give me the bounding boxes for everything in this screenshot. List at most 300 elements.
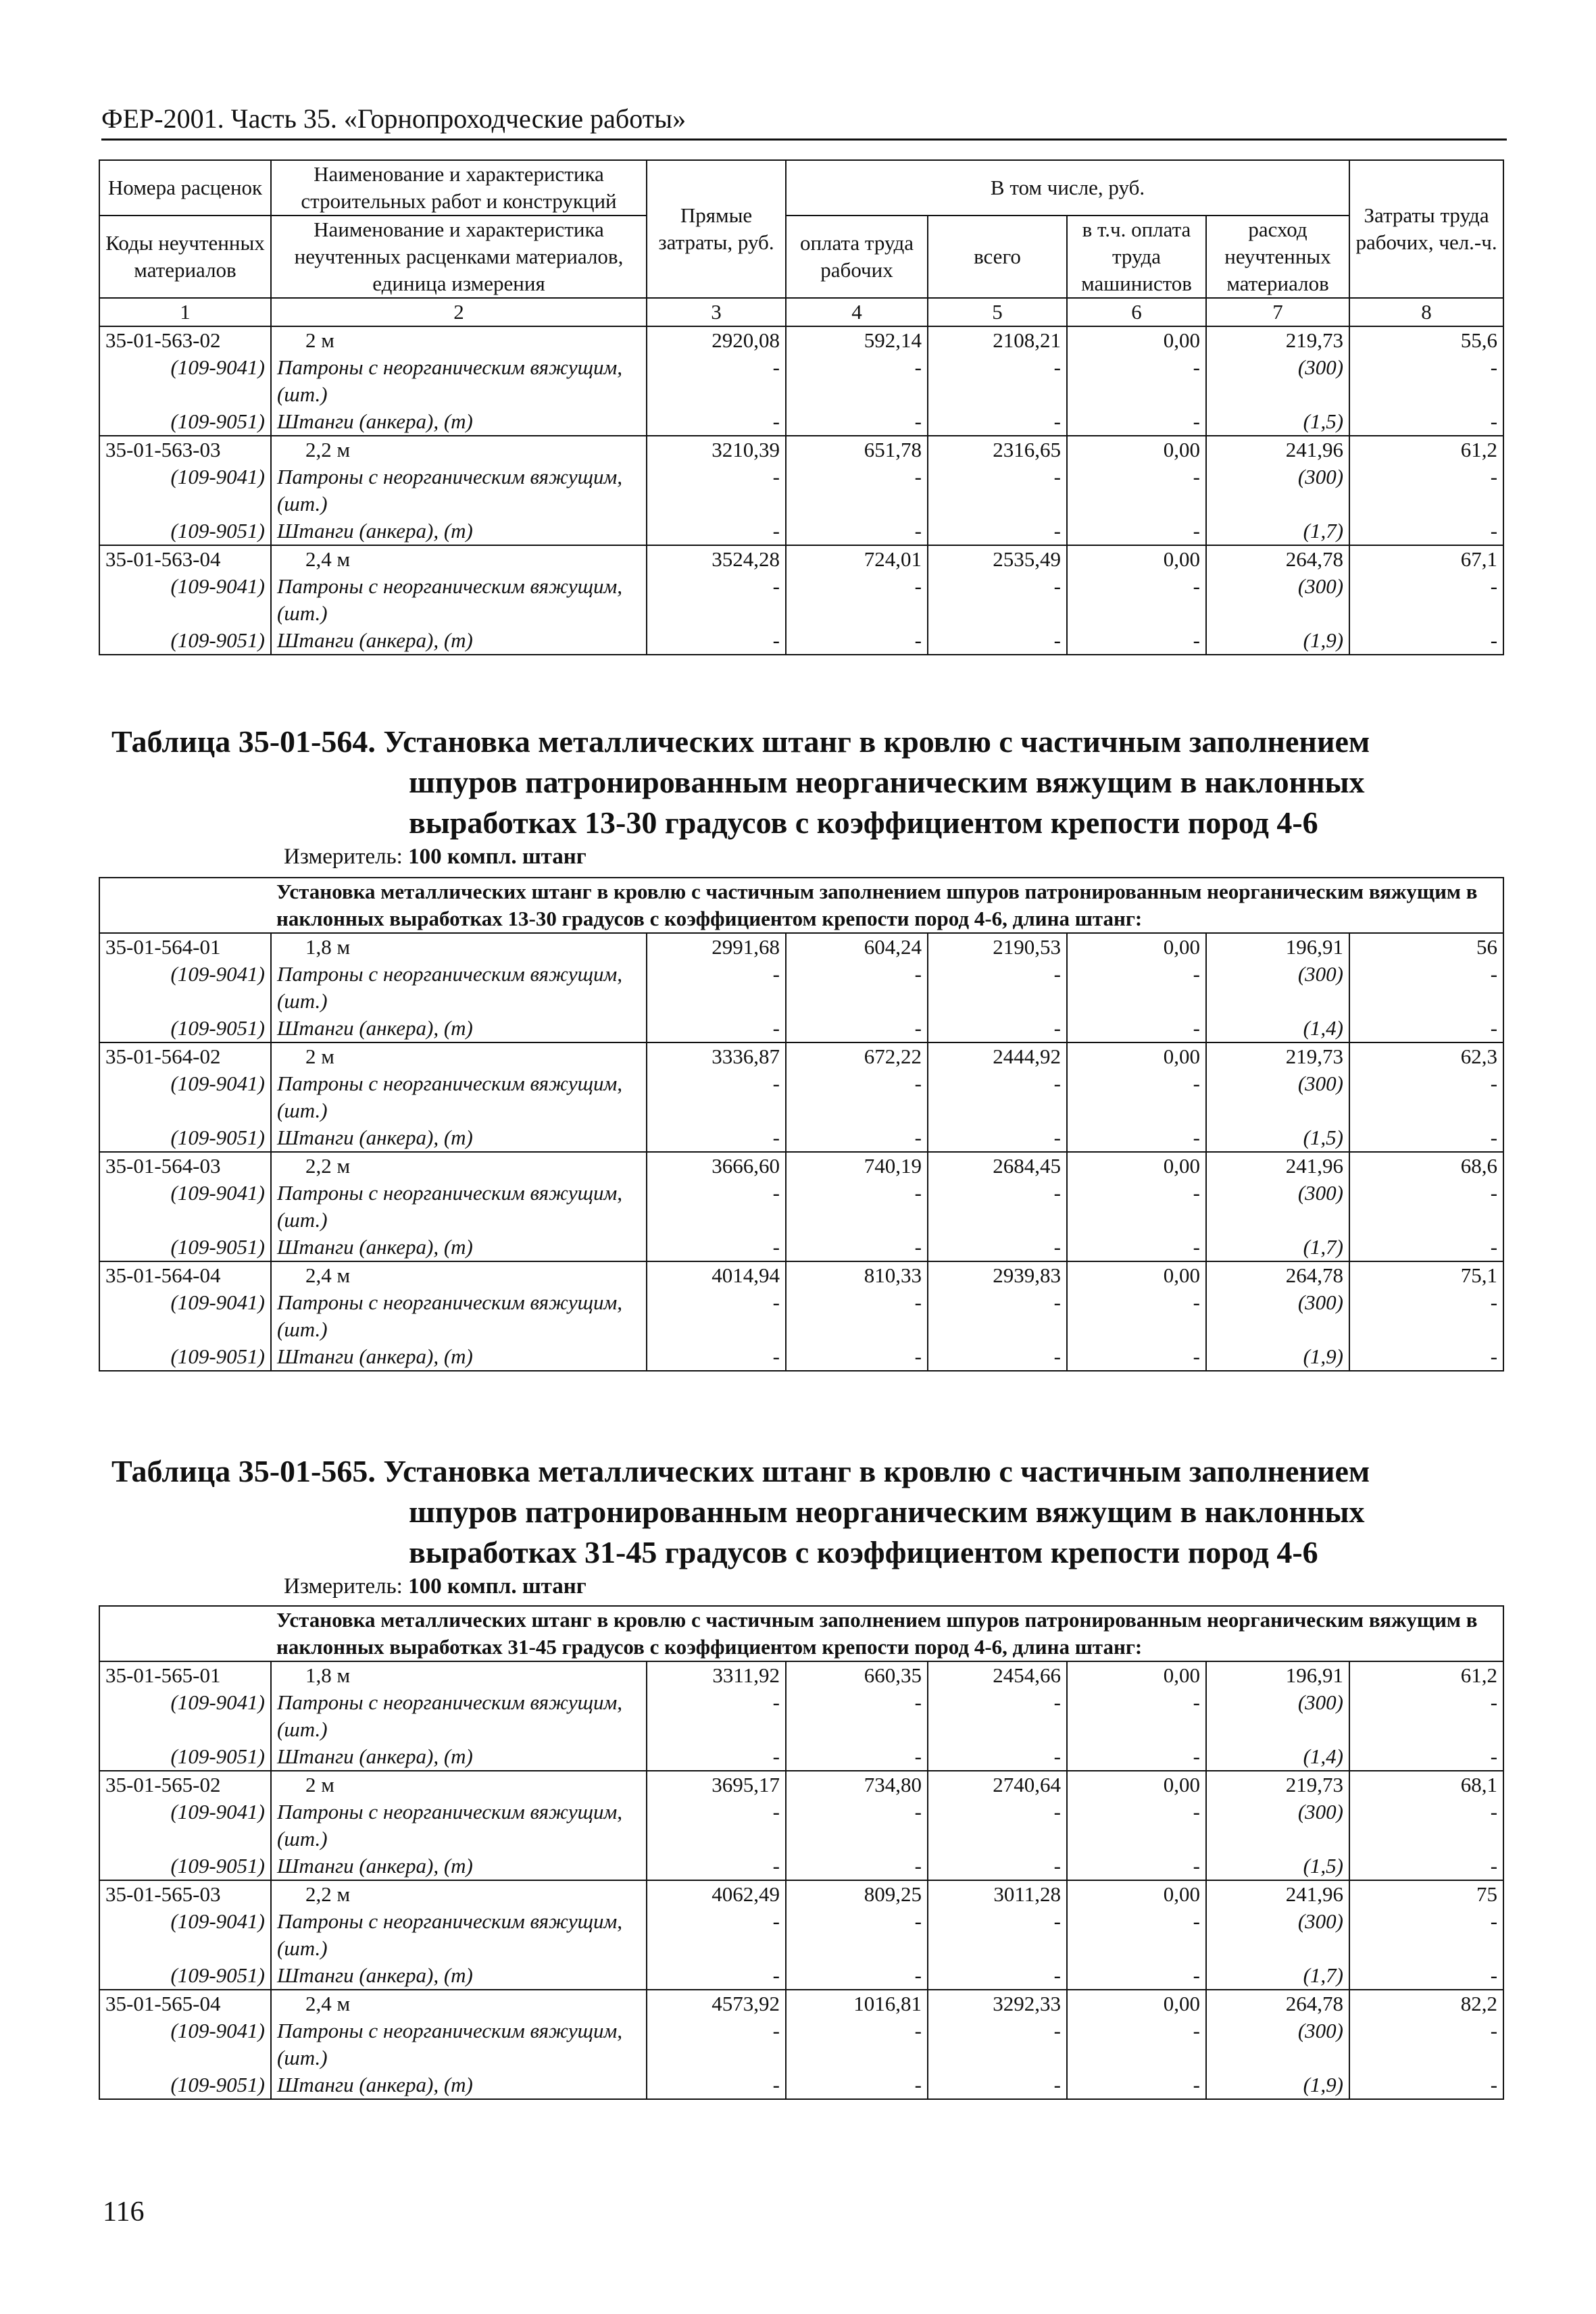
dash: - (647, 627, 786, 655)
worker-wage: 592,14 (786, 326, 928, 354)
dash: - (1349, 1124, 1503, 1152)
dash: - (1349, 2071, 1503, 2099)
material-code: (109-9051) (99, 1124, 271, 1152)
material-row (99, 1743, 1503, 1771)
meter-label: Измеритель: (284, 845, 403, 869)
dash: - (1349, 1343, 1503, 1371)
material-qty: (1,5) (1206, 408, 1349, 436)
material-name: Штанги (анкера), (т) (271, 1853, 647, 1880)
table-header (99, 160, 1503, 326)
col-wage: оплата труда рабочих (786, 216, 928, 298)
dash: - (647, 1124, 786, 1152)
dash: - (647, 354, 786, 408)
dash: - (647, 1853, 786, 1880)
material-code: (109-9051) (99, 1853, 271, 1880)
material-name: Патроны с неорганическим вяжущим, (шт.) (271, 573, 647, 627)
dash: - (1067, 627, 1206, 655)
material-qty: (300) (1206, 2017, 1349, 2071)
rate-code: 35-01-564-04 (99, 1261, 271, 1289)
dash: - (786, 1799, 928, 1853)
material-code: (109-9041) (99, 2017, 271, 2071)
material-row (99, 1070, 1503, 1124)
material-code: (109-9041) (99, 1070, 271, 1124)
machinist-wage: 0,00 (1067, 1042, 1206, 1070)
dash: - (647, 1799, 786, 1853)
dash: - (786, 1853, 928, 1880)
machine-cost: 2939,83 (928, 1261, 1067, 1289)
dash: - (928, 2017, 1067, 2071)
material-qty: (1,7) (1206, 518, 1349, 545)
table-564-meter (284, 845, 587, 870)
machine-cost: 3292,33 (928, 1990, 1067, 2017)
dash: - (647, 1289, 786, 1343)
col-in-total: В том числе, руб. (786, 160, 1349, 216)
direct-cost: 3210,39 (647, 436, 786, 463)
dash: - (647, 1343, 786, 1371)
worker-wage: 651,78 (786, 436, 928, 463)
material-name: Патроны с неорганическим вяжущим, (шт.) (271, 463, 647, 518)
dash: - (928, 1070, 1067, 1124)
rate-name: 1,8 м (271, 1661, 647, 1689)
direct-cost: 3666,60 (647, 1152, 786, 1180)
material-qty: (1,9) (1206, 2071, 1349, 2099)
material-row (99, 1799, 1503, 1853)
table-564-rows (99, 933, 1503, 1371)
material-row (99, 1015, 1503, 1042)
table-564-title (111, 722, 1503, 843)
col-mach-wage: в т.ч. оплата труда машинистов (1067, 216, 1206, 298)
dash: - (1349, 2017, 1503, 2071)
table-565 (99, 1605, 1504, 2100)
labor-hours: 82,2 (1349, 1990, 1503, 2017)
material-code: (109-9041) (99, 1908, 271, 1962)
labor-hours: 62,3 (1349, 1042, 1503, 1070)
dash: - (647, 1180, 786, 1234)
table-row (99, 1152, 1503, 1180)
dash: - (928, 463, 1067, 518)
table-row (99, 326, 1503, 354)
material-name: Штанги (анкера), (т) (271, 627, 647, 655)
dash: - (1349, 961, 1503, 1015)
col-num: 8 (1349, 298, 1503, 326)
rate-code: 35-01-565-02 (99, 1771, 271, 1799)
material-row (99, 1908, 1503, 1962)
table-563-rows (99, 326, 1503, 655)
col-direct: Прямые затраты, руб. (647, 160, 786, 298)
dash: - (1349, 1234, 1503, 1261)
dash: - (1067, 1070, 1206, 1124)
dash: - (1349, 354, 1503, 408)
materials-cost: 219,73 (1206, 1771, 1349, 1799)
table-565-rows (99, 1661, 1503, 2099)
rate-name: 2 м (271, 326, 647, 354)
rate-code: 35-01-565-03 (99, 1880, 271, 1908)
material-row (99, 1962, 1503, 1990)
material-code: (109-9051) (99, 408, 271, 436)
dash: - (647, 2071, 786, 2099)
material-qty: (1,5) (1206, 1853, 1349, 1880)
dash: - (928, 1962, 1067, 1990)
dash: - (647, 1234, 786, 1261)
dash: - (928, 627, 1067, 655)
dash: - (647, 1015, 786, 1042)
col-code-top: Номера расценок (99, 160, 271, 216)
dash: - (1349, 1799, 1503, 1853)
dash: - (786, 1124, 928, 1152)
dash: - (647, 1743, 786, 1771)
dash: - (1067, 463, 1206, 518)
dash: - (1067, 1015, 1206, 1042)
dash: - (1067, 2071, 1206, 2099)
material-row (99, 1124, 1503, 1152)
dash: - (1349, 1853, 1503, 1880)
material-code: (109-9041) (99, 1689, 271, 1743)
title-line: выработках 13-30 градусов с коэффициентом крепости пород 4-6 (409, 805, 1318, 840)
dash: - (786, 2071, 928, 2099)
rate-code: 35-01-565-04 (99, 1990, 271, 2017)
material-name: Патроны с неорганическим вяжущим, (шт.) (271, 1070, 647, 1124)
material-qty: (300) (1206, 463, 1349, 518)
machine-cost: 2190,53 (928, 933, 1067, 961)
machine-cost: 2444,92 (928, 1042, 1067, 1070)
dash: - (1067, 573, 1206, 627)
dash: - (928, 1124, 1067, 1152)
machinist-wage: 0,00 (1067, 1880, 1206, 1908)
dash: - (1349, 1743, 1503, 1771)
dash: - (786, 354, 928, 408)
table-row (99, 436, 1503, 463)
dash: - (1349, 573, 1503, 627)
col-num: 4 (786, 298, 928, 326)
direct-cost: 3695,17 (647, 1771, 786, 1799)
worker-wage: 604,24 (786, 933, 928, 961)
machinist-wage: 0,00 (1067, 436, 1206, 463)
dash: - (786, 1180, 928, 1234)
table-565-meter (284, 1574, 587, 1599)
direct-cost: 3336,87 (647, 1042, 786, 1070)
dash: - (928, 1289, 1067, 1343)
material-name: Штанги (анкера), (т) (271, 1343, 647, 1371)
col-name-bottom: Наименование и характеристика неучтенных расценками материалов, единица измерения (271, 216, 647, 298)
material-name: Патроны с неорганическим вяжущим, (шт.) (271, 1289, 647, 1343)
labor-hours: 55,6 (1349, 326, 1503, 354)
col-num: 3 (647, 298, 786, 326)
dash: - (647, 961, 786, 1015)
material-qty: (1,4) (1206, 1743, 1349, 1771)
material-name: Патроны с неорганическим вяжущим, (шт.) (271, 2017, 647, 2071)
title-line: шпуров патронированным неорганическим вяжущим в наклонных (409, 765, 1365, 799)
dash: - (647, 1962, 786, 1990)
material-code: (109-9051) (99, 1343, 271, 1371)
title-line: Установка металлических штанг в кровлю с частичным заполнением (383, 724, 1370, 759)
dash: - (786, 2017, 928, 2071)
rate-name: 2,4 м (271, 1990, 647, 2017)
dash: - (928, 518, 1067, 545)
rate-code: 35-01-563-02 (99, 326, 271, 354)
dash: - (1349, 1289, 1503, 1343)
dash: - (786, 573, 928, 627)
worker-wage: 1016,81 (786, 1990, 928, 2017)
dash: - (928, 1180, 1067, 1234)
materials-cost: 196,91 (1206, 1661, 1349, 1689)
dash: - (1349, 518, 1503, 545)
material-name: Патроны с неорганическим вяжущим, (шт.) (271, 1180, 647, 1234)
material-name: Штанги (анкера), (т) (271, 408, 647, 436)
dash: - (1067, 1962, 1206, 1990)
material-code: (109-9041) (99, 1289, 271, 1343)
dash: - (928, 573, 1067, 627)
dash: - (1067, 961, 1206, 1015)
dash: - (786, 1289, 928, 1343)
materials-cost: 241,96 (1206, 1152, 1349, 1180)
worker-wage: 672,22 (786, 1042, 928, 1070)
rate-name: 2,2 м (271, 436, 647, 463)
dash: - (1067, 1799, 1206, 1853)
material-name: Штанги (анкера), (т) (271, 1015, 647, 1042)
dash: - (786, 1743, 928, 1771)
dash: - (928, 1343, 1067, 1371)
material-name: Штанги (анкера), (т) (271, 1743, 647, 1771)
material-row (99, 961, 1503, 1015)
dash: - (1349, 1908, 1503, 1962)
material-code: (109-9051) (99, 518, 271, 545)
material-qty: (1,7) (1206, 1962, 1349, 1990)
dash: - (1067, 1343, 1206, 1371)
dash: - (928, 354, 1067, 408)
col-labor: Затраты труда рабочих, чел.-ч. (1349, 160, 1503, 298)
dash: - (1067, 1180, 1206, 1234)
dash: - (928, 961, 1067, 1015)
material-code: (109-9051) (99, 1234, 271, 1261)
direct-cost: 2991,68 (647, 933, 786, 961)
material-name: Патроны с неорганическим вяжущим, (шт.) (271, 1908, 647, 1962)
machine-cost: 2316,65 (928, 436, 1067, 463)
material-code: (109-9041) (99, 573, 271, 627)
material-qty: (300) (1206, 1180, 1349, 1234)
col-num: 7 (1206, 298, 1349, 326)
labor-hours: 61,2 (1349, 436, 1503, 463)
material-qty: (300) (1206, 1289, 1349, 1343)
machinist-wage: 0,00 (1067, 1990, 1206, 2017)
material-code: (109-9051) (99, 627, 271, 655)
material-row (99, 1853, 1503, 1880)
worker-wage: 724,01 (786, 545, 928, 573)
labor-hours: 67,1 (1349, 545, 1503, 573)
dash: - (1067, 1689, 1206, 1743)
material-qty: (300) (1206, 1908, 1349, 1962)
dash: - (928, 1015, 1067, 1042)
labor-hours: 68,1 (1349, 1771, 1503, 1799)
direct-cost: 4014,94 (647, 1261, 786, 1289)
material-code: (109-9051) (99, 2071, 271, 2099)
rate-name: 2,2 м (271, 1880, 647, 1908)
rate-code: 35-01-564-03 (99, 1152, 271, 1180)
direct-cost: 4573,92 (647, 1990, 786, 2017)
table-row (99, 933, 1503, 961)
material-qty: (300) (1206, 354, 1349, 408)
material-name: Штанги (анкера), (т) (271, 1124, 647, 1152)
material-code: (109-9051) (99, 1743, 271, 1771)
material-name: Патроны с неорганическим вяжущим, (шт.) (271, 1799, 647, 1853)
dash: - (1349, 463, 1503, 518)
machinist-wage: 0,00 (1067, 933, 1206, 961)
dash: - (1067, 2017, 1206, 2071)
dash: - (1349, 1962, 1503, 1990)
material-row (99, 1343, 1503, 1371)
material-row (99, 2071, 1503, 2099)
dash: - (1067, 1289, 1206, 1343)
material-code: (109-9041) (99, 354, 271, 408)
worker-wage: 740,19 (786, 1152, 928, 1180)
material-row (99, 463, 1503, 518)
worker-wage: 809,25 (786, 1880, 928, 1908)
col-name-top: Наименование и характеристика строительных работ и конструкций (271, 160, 647, 216)
dash: - (786, 1234, 928, 1261)
table-563 (99, 159, 1504, 655)
machinist-wage: 0,00 (1067, 1152, 1206, 1180)
dash: - (647, 2017, 786, 2071)
rate-code: 35-01-564-01 (99, 933, 271, 961)
dash: - (786, 1343, 928, 1371)
dash: - (1067, 1853, 1206, 1880)
labor-hours: 56 (1349, 933, 1503, 961)
materials-cost: 196,91 (1206, 933, 1349, 961)
material-row (99, 518, 1503, 545)
meter-value: 100 компл. штанг (408, 1574, 587, 1599)
dash: - (1067, 1743, 1206, 1771)
worker-wage: 734,80 (786, 1771, 928, 1799)
machinist-wage: 0,00 (1067, 545, 1206, 573)
dash: - (647, 463, 786, 518)
dash: - (786, 1689, 928, 1743)
table-564 (99, 877, 1504, 1372)
material-row (99, 573, 1503, 627)
title-line: Установка металлических штанг в кровлю с частичным заполнением (383, 1454, 1370, 1488)
dash: - (928, 408, 1067, 436)
materials-cost: 219,73 (1206, 1042, 1349, 1070)
rate-code: 35-01-564-02 (99, 1042, 271, 1070)
labor-hours: 75 (1349, 1880, 1503, 1908)
material-row (99, 1289, 1503, 1343)
dash: - (786, 1015, 928, 1042)
col-materials: расход неучтенных материалов (1206, 216, 1349, 298)
machine-cost: 3011,28 (928, 1880, 1067, 1908)
material-name: Штанги (анкера), (т) (271, 2071, 647, 2099)
table-565-title (111, 1451, 1503, 1573)
machinist-wage: 0,00 (1067, 1771, 1206, 1799)
material-code: (109-9041) (99, 1180, 271, 1234)
title-line: шпуров патронированным неорганическим вяжущим в наклонных (409, 1494, 1365, 1529)
material-qty: (300) (1206, 1070, 1349, 1124)
worker-wage: 660,35 (786, 1661, 928, 1689)
material-code: (109-9041) (99, 463, 271, 518)
material-qty: (1,9) (1206, 627, 1349, 655)
material-name: Патроны с неорганическим вяжущим, (шт.) (271, 354, 647, 408)
material-row (99, 627, 1503, 655)
dash: - (928, 1743, 1067, 1771)
materials-cost: 264,78 (1206, 1990, 1349, 2017)
material-name: Штанги (анкера), (т) (271, 518, 647, 545)
materials-cost: 219,73 (1206, 326, 1349, 354)
material-qty: (300) (1206, 961, 1349, 1015)
title-lead: Таблица 35-01-564. (111, 724, 376, 759)
dash: - (647, 1689, 786, 1743)
direct-cost: 4062,49 (647, 1880, 786, 1908)
dash: - (786, 518, 928, 545)
material-qty: (1,4) (1206, 1015, 1349, 1042)
dash: - (1067, 518, 1206, 545)
dash: - (928, 1234, 1067, 1261)
labor-hours: 68,6 (1349, 1152, 1503, 1180)
rate-name: 2,4 м (271, 1261, 647, 1289)
page-number: 116 (103, 2196, 145, 2228)
dash: - (786, 961, 928, 1015)
material-name: Штанги (анкера), (т) (271, 1962, 647, 1990)
dash: - (786, 408, 928, 436)
dash: - (1349, 408, 1503, 436)
table-565-intro: Установка металлических штанг в кровлю с частичным заполнением шпуров патронированным неорганическим вяжущим в наклонных выработках 31-45 градусов с коэффициентом крепости пород 4-6, длина штанг: (271, 1606, 1503, 1661)
table-564-intro: Установка металлических штанг в кровлю с частичным заполнением шпуров патронированным неорганическим вяжущим в наклонных выработках 13-30 градусов с коэффициентом крепости пород 4-6, длина штанг: (271, 878, 1503, 933)
table-row (99, 1880, 1503, 1908)
dash: - (1349, 627, 1503, 655)
table-row (99, 1771, 1503, 1799)
material-code: (109-9041) (99, 1799, 271, 1853)
material-name: Патроны с неорганическим вяжущим, (шт.) (271, 1689, 647, 1743)
rate-name: 2 м (271, 1771, 647, 1799)
dash: - (786, 463, 928, 518)
machine-cost: 2108,21 (928, 326, 1067, 354)
dash: - (928, 1689, 1067, 1743)
dash: - (1349, 1015, 1503, 1042)
labor-hours: 75,1 (1349, 1261, 1503, 1289)
material-row (99, 1689, 1503, 1743)
direct-cost: 3311,92 (647, 1661, 786, 1689)
rate-name: 1,8 м (271, 933, 647, 961)
table-row (99, 545, 1503, 573)
dash: - (1349, 1180, 1503, 1234)
machinist-wage: 0,00 (1067, 1261, 1206, 1289)
material-code: (109-9041) (99, 961, 271, 1015)
material-qty: (1,5) (1206, 1124, 1349, 1152)
title-line: выработках 31-45 градусов с коэффициентом крепости пород 4-6 (409, 1535, 1318, 1569)
material-qty: (300) (1206, 1689, 1349, 1743)
material-qty: (1,9) (1206, 1343, 1349, 1371)
machinist-wage: 0,00 (1067, 1661, 1206, 1689)
dash: - (1067, 354, 1206, 408)
rate-code: 35-01-563-03 (99, 436, 271, 463)
col-code-bottom: Коды неучтенных материалов (99, 216, 271, 298)
col-num: 1 (99, 298, 271, 326)
material-row (99, 1180, 1503, 1234)
machine-cost: 2684,45 (928, 1152, 1067, 1180)
dash: - (647, 1070, 786, 1124)
col-num: 2 (271, 298, 647, 326)
material-row (99, 1234, 1503, 1261)
table-row (99, 1261, 1503, 1289)
dash: - (1349, 1689, 1503, 1743)
dash: - (647, 1908, 786, 1962)
dash: - (786, 627, 928, 655)
machine-cost: 2740,64 (928, 1771, 1067, 1799)
dash: - (786, 1962, 928, 1990)
material-row (99, 2017, 1503, 2071)
dash: - (1067, 1908, 1206, 1962)
table-row (99, 1661, 1503, 1689)
labor-hours: 61,2 (1349, 1661, 1503, 1689)
rate-code: 35-01-565-01 (99, 1661, 271, 1689)
material-row (99, 354, 1503, 408)
machine-cost: 2535,49 (928, 545, 1067, 573)
